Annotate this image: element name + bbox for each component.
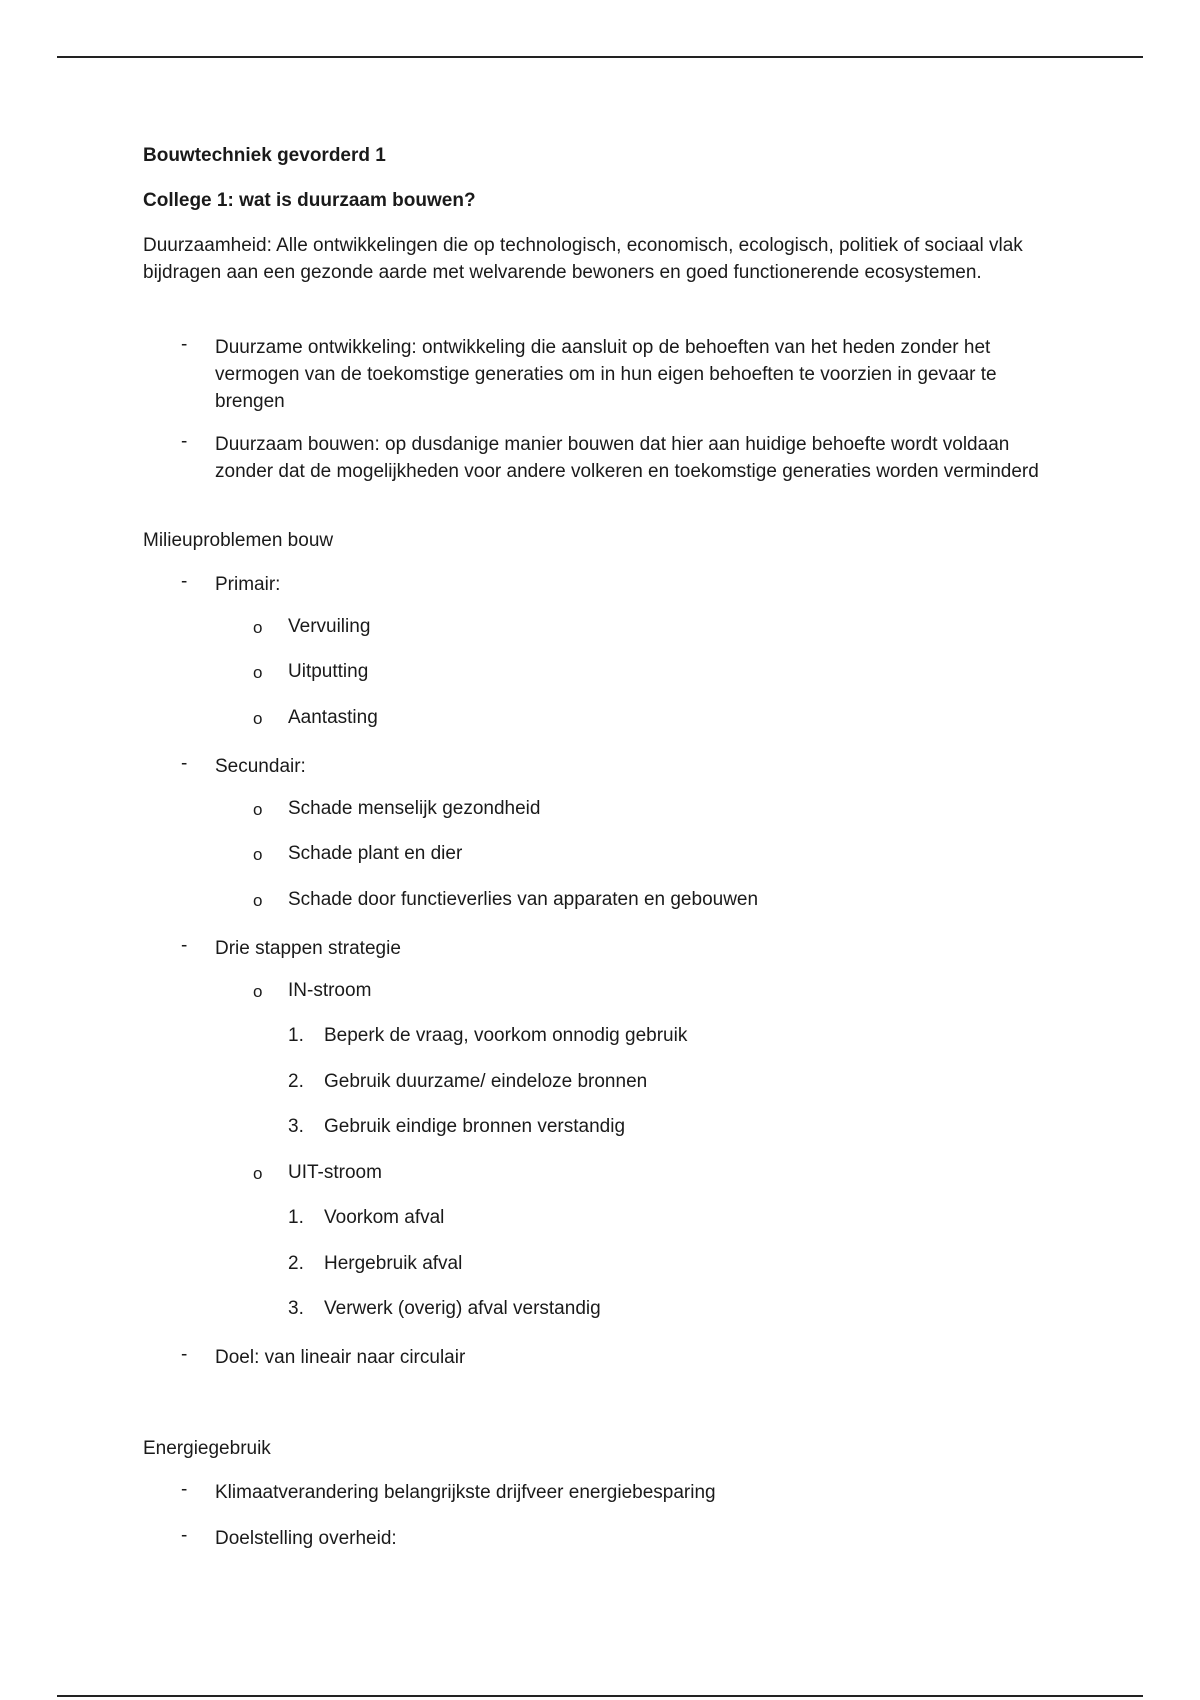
in-stroom-label: IN-stroom [288,980,372,1001]
sub-bullet-marker: o [253,663,263,682]
energie-item: Doelstelling overheid: [215,1528,397,1549]
definition-paragraph: Duurzaamheid: Alle ontwikkelingen die op technologisch, economisch, ecologisch, politiek of sociaal vlak bijdragen aan een gezonde aarde met welvarende bewoners en goed functionerende ecosystemen. [143,235,1023,283]
bullet-marker: - [181,1479,188,1500]
in-stroom-step: Gebruik eindige bronnen verstandig [324,1116,626,1137]
step-number: 3. [288,1116,304,1137]
in-stroom-step: Beperk de vraag, voorkom onnodig gebruik [324,1025,688,1046]
footer-rule [57,1695,1143,1697]
bullet-marker: - [181,431,188,452]
uit-stroom-label: UIT-stroom [288,1162,382,1183]
bullet-marker: - [181,753,188,774]
strategie-label: Drie stappen strategie [215,938,401,959]
bullet-marker: - [181,1525,188,1546]
secundair-item: Schade plant en dier [288,843,463,864]
step-number: 1. [288,1207,304,1228]
bullet-marker: - [181,1344,188,1365]
sub-bullet-marker: o [253,709,263,728]
secundair-item: Schade menselijk gezondheid [288,798,541,819]
definition-item: Duurzame ontwikkeling: ontwikkeling die aansluit op de behoeften van het heden zonder het vermogen van de toekomstige generaties om in hun eigen behoeften te voorzien in gevaar te brengen [215,337,997,412]
step-number: 2. [288,1071,304,1092]
definition-item: Duurzaam bouwen: op dusdanige manier bouwen dat hier aan huidige behoefte wordt voldaan zonder dat de mogelijkheden voor andere volkeren en toekomstige generaties worden verminderd [215,434,1039,482]
section-heading-milieu: Milieuproblemen bouw [143,530,334,551]
sub-bullet-marker: o [253,800,263,819]
energie-item: Klimaatverandering belangrijkste drijfveer energiebesparing [215,1482,716,1503]
uit-stroom-step: Verwerk (overig) afval verstandig [324,1298,601,1319]
uit-stroom-step: Hergebruik afval [324,1253,463,1274]
step-number: 2. [288,1253,304,1274]
bullet-marker: - [181,334,188,355]
sub-bullet-marker: o [253,982,263,1001]
step-number: 1. [288,1025,304,1046]
sub-bullet-marker: o [253,891,263,910]
document-title: Bouwtechniek gevorderd 1 [143,145,386,166]
primair-item: Uitputting [288,661,369,682]
bullet-marker: - [181,935,188,956]
primair-label: Primair: [215,574,281,595]
primair-item: Vervuiling [288,616,371,637]
sub-bullet-marker: o [253,845,263,864]
secundair-item: Schade door functieverlies van apparaten en gebouwen [288,889,759,910]
sub-bullet-marker: o [253,618,263,637]
bullet-marker: - [181,571,188,592]
header-rule [57,56,1143,58]
in-stroom-step: Gebruik duurzame/ eindeloze bronnen [324,1071,648,1092]
sub-bullet-marker: o [253,1164,263,1183]
primair-item: Aantasting [288,707,378,728]
section-heading-energie: Energiegebruik [143,1438,271,1459]
step-number: 3. [288,1298,304,1319]
doel-item: Doel: van lineair naar circulair [215,1347,466,1368]
uit-stroom-step: Voorkom afval [324,1207,445,1228]
secundair-label: Secundair: [215,756,306,777]
lecture-heading: College 1: wat is duurzaam bouwen? [143,190,476,211]
